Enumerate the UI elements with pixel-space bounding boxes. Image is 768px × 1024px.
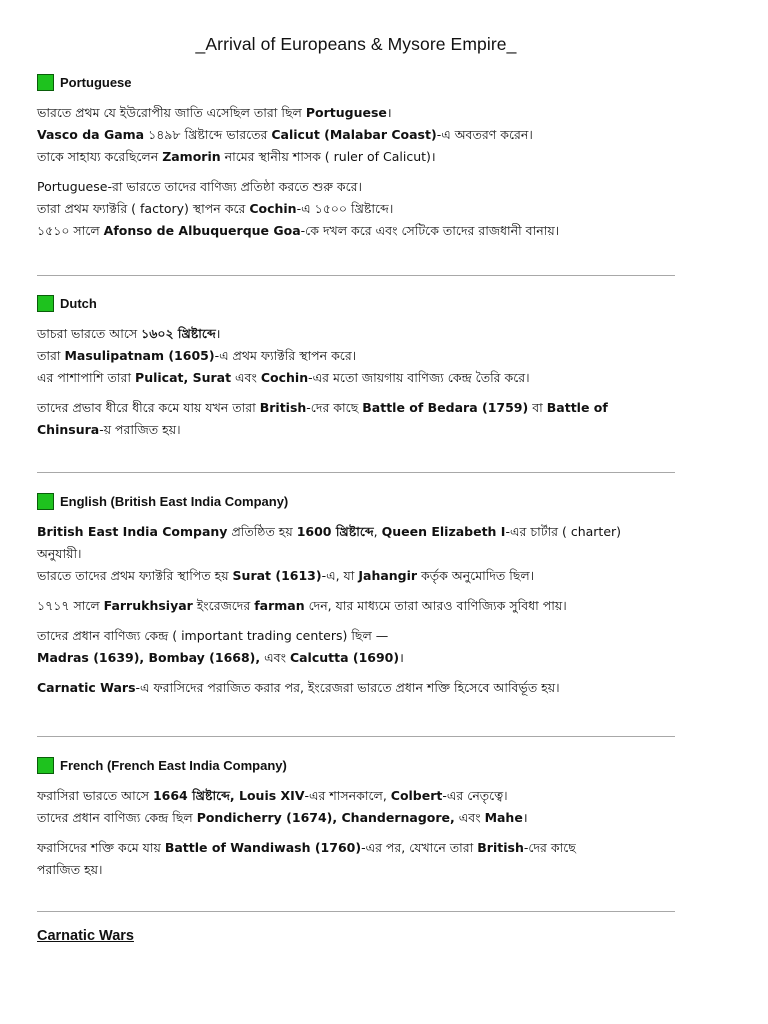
carnatic-wars-heading: Carnatic Wars	[37, 928, 134, 944]
text-line: ১৭১৭ সালে Farrukhsiyar ইংরেজদের farman দেন, যার মাধ্যমে তারা আরও বাণিজ্যিক সুবিধা পায়।	[37, 598, 567, 613]
bold-run: Queen Elizabeth I	[381, 524, 506, 539]
section-french	[37, 755, 677, 881]
green-square-icon	[37, 74, 54, 91]
section-body	[37, 102, 677, 242]
green-square-icon	[37, 295, 54, 312]
paragraph-gap	[37, 829, 677, 837]
bold-run: Cochin	[260, 370, 309, 385]
text-line: Portuguese-রা ভারতে তাদের বাণিজ্য প্রতিষ্ঠা করতে শুরু করে।	[37, 179, 363, 194]
bold-run: Colbert	[390, 788, 443, 803]
text-line: ভারতে তাদের প্রথম ফ্যাক্টরি স্থাপিত হয় Surat (1613)-এ, যা Jahangir কর্তৃক অনুমোদিত ছিল।	[37, 568, 535, 583]
text-line: অনুযায়ী।	[37, 546, 82, 561]
bold-run: British East India Company	[37, 524, 228, 539]
bold-run: British	[477, 840, 524, 855]
section-dutch	[37, 293, 677, 441]
bold-run: Mahe	[484, 810, 523, 825]
bold-run: Battle of Bedara (1759)	[362, 400, 529, 415]
text-line: Chinsura-য় পরাজিত হয়।	[37, 422, 181, 437]
text-line: তারা প্রথম ফ্যাক্টরি ( factory) স্থাপন করে Cochin-এ ১৫০০ খ্রিষ্টাব্দে।	[37, 201, 394, 216]
section-heading	[37, 491, 677, 511]
section-english	[37, 491, 677, 699]
bold-run: Farrukhsiyar	[103, 598, 193, 613]
green-square-icon	[37, 493, 54, 510]
bold-run: Masulipatnam (1605)	[64, 348, 215, 363]
paragraph-gap	[37, 168, 677, 176]
bold-run: Vasco da Gama	[37, 127, 145, 142]
text-line: ভারতে প্রথম যে ইউরোপীয় জাতি এসেছিল তারা ছিল Portuguese।	[37, 105, 392, 120]
text-line: Vasco da Gama ১৪৯৮ খ্রিষ্টাব্দে ভারতের Calicut (Malabar Coast)-এ অবতরণ করেন।	[37, 127, 533, 142]
text-line: British East India Company প্রতিষ্ঠিত হয় 1600 খ্রিষ্টাব্দে, Queen Elizabeth I-এর চার্টার ( charter)	[37, 524, 622, 539]
section-heading	[37, 72, 677, 92]
text-line: ফরাসিরা ভারতে আসে 1664 খ্রিষ্টাব্দে, Louis XIV-এর শাসনকালে, Colbert-এর নেতৃত্বে।	[37, 788, 508, 803]
bold-run: Cochin	[249, 201, 297, 216]
divider	[37, 275, 675, 276]
section-body	[37, 323, 677, 441]
bold-run: Calcutta (1690)	[289, 650, 400, 665]
section-heading-label: French (French East India Company)	[60, 757, 287, 773]
section-heading-label: English (British East India Company)	[60, 493, 289, 509]
text-line: তাকে সাহায্য করেছিলেন Zamorin নামের স্থানীয় শাসক ( ruler of Calicut)।	[37, 149, 436, 164]
text-line: ফরাসিদের শক্তি কমে যায় Battle of Wandiwash (1760)-এর পর, যেখানে তারা British-দের কাছে	[37, 840, 576, 855]
divider	[37, 472, 675, 473]
text-line: ১৫১০ সালে Afonso de Albuquerque Goa-কে দখল করে এবং সেটিকে তাদের রাজধানী বানায়।	[37, 223, 560, 238]
section-body	[37, 521, 677, 699]
bold-run: ১৬০২ খ্রিষ্টাব্দে	[141, 326, 216, 341]
bold-run: Calicut (Malabar Coast)	[271, 127, 437, 142]
bold-run: Pondicherry (1674), Chandernagore,	[196, 810, 455, 825]
text-line: তাদের প্রভাব ধীরে ধীরে কমে যায় যখন তারা British-দের কাছে Battle of Bedara (1759) বা Battle of	[37, 400, 608, 415]
bold-run: 1664 খ্রিষ্টাব্দে, Louis XIV	[152, 788, 305, 803]
bold-run: Surat (1613)	[232, 568, 322, 583]
paragraph-gap	[37, 587, 677, 595]
page-title: _Arrival of Europeans & Mysore Empire_	[195, 34, 517, 54]
bold-run: Battle of	[546, 400, 608, 415]
bold-run: Zamorin	[162, 149, 221, 164]
text-line: Carnatic Wars-এ ফরাসিদের পরাজিত করার পর, ইংরেজরা ভারতে প্রধান শক্তি হিসেবে আবির্ভূত হয়।	[37, 680, 560, 695]
text-line: তাদের প্রধান বাণিজ্য কেন্দ্র ছিল Pondicherry (1674), Chandernagore, এবং Mahe।	[37, 810, 528, 825]
section-portuguese	[37, 72, 677, 242]
bold-run: Afonso de Albuquerque Goa	[103, 223, 301, 238]
section-heading	[37, 293, 677, 313]
bold-run: Pulicat, Surat	[135, 370, 232, 385]
green-square-icon	[37, 757, 54, 774]
section-heading-label: Dutch	[60, 295, 97, 311]
text-line: ডাচরা ভারতে আসে ১৬০২ খ্রিষ্টাব্দে।	[37, 326, 221, 341]
bold-run: Battle of Wandiwash (1760)	[164, 840, 362, 855]
divider	[37, 736, 675, 737]
bold-run: 1600 খ্রিষ্টাব্দে	[296, 524, 374, 539]
paragraph-gap	[37, 617, 677, 625]
bold-run: Jahangir	[358, 568, 418, 583]
text-line: তারা Masulipatnam (1605)-এ প্রথম ফ্যাক্টরি স্থাপন করে।	[37, 348, 357, 363]
text-line: Madras (1639), Bombay (1668), এবং Calcutta (1690)।	[37, 650, 404, 665]
bold-run: Madras (1639), Bombay (1668),	[37, 650, 261, 665]
bold-run: Carnatic Wars	[37, 680, 136, 695]
section-body	[37, 785, 677, 881]
text-line: পরাজিত হয়।	[37, 862, 103, 877]
bold-run: British	[259, 400, 307, 415]
bold-run: farman	[254, 598, 305, 613]
bold-run: Chinsura	[37, 422, 100, 437]
bold-run: Portuguese	[305, 105, 387, 120]
paragraph-gap	[37, 669, 677, 677]
section-heading-label: Portuguese	[60, 74, 132, 90]
paragraph-gap	[37, 389, 677, 397]
text-line: এর পাশাপাশি তারা Pulicat, Surat এবং Cochin-এর মতো জায়গায় বাণিজ্য কেন্দ্র তৈরি করে।	[37, 370, 530, 385]
text-line: তাদের প্রধান বাণিজ্য কেন্দ্র ( important trading centers) ছিল —	[37, 628, 389, 643]
section-heading	[37, 755, 677, 775]
divider	[37, 911, 675, 912]
